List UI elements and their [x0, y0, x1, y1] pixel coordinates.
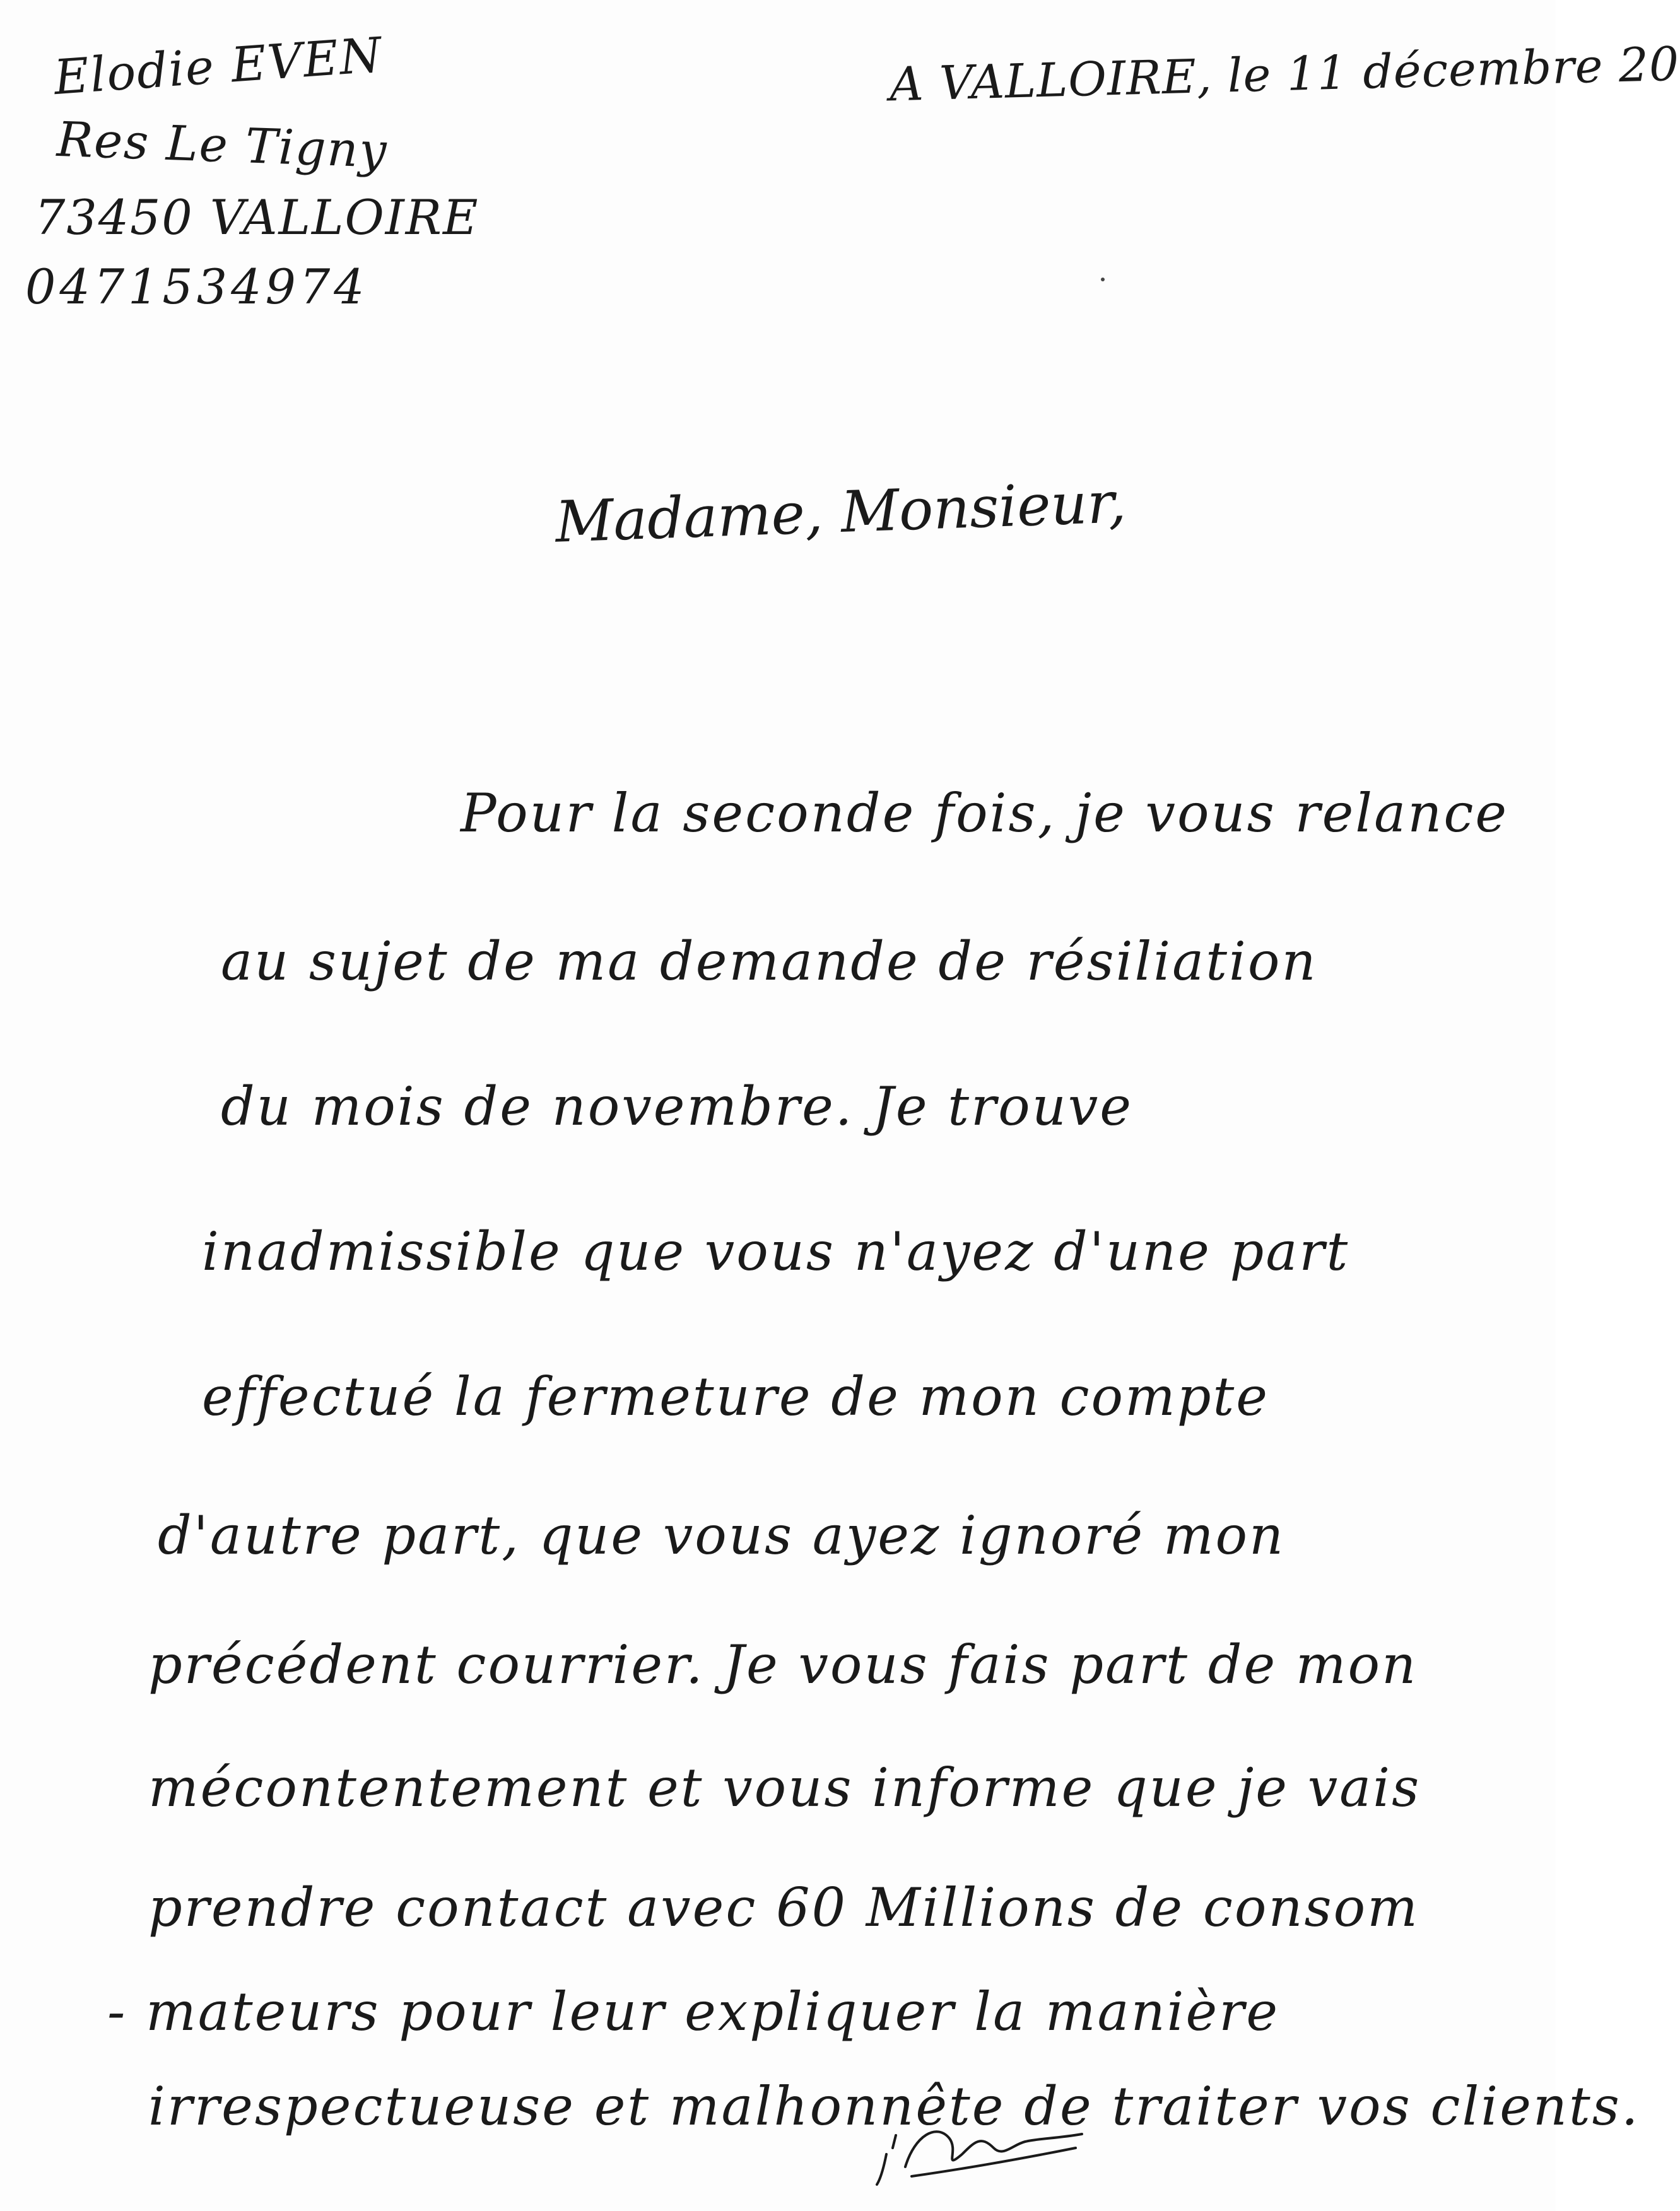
body-line: précédent courrier. Je vous fais part de mon [148, 1634, 1418, 1696]
sender-name: Elodie EVEN [52, 26, 385, 106]
sender-residence: Res Le Tigny [56, 110, 389, 179]
body-line: au sujet de ma demande de résiliation [221, 930, 1318, 992]
body-line: - mateurs pour leur expliquer la manière [107, 1981, 1280, 2043]
body-line: effectué la fermeture de mon compte [202, 1366, 1270, 1428]
body-line: irrespectueuse et malhonnête de traiter vos clients. [148, 2075, 1640, 2137]
salutation: Madame, Monsieur, [554, 469, 1127, 556]
body-line: inadmissible que vous n'ayez d'une part [202, 1221, 1350, 1282]
body-line: prendre contact avec 60 Millions de consom [148, 1877, 1419, 1938]
ink-speck [1101, 278, 1105, 281]
body-line: du mois de novembre. Je trouve [221, 1076, 1134, 1137]
sender-phone: 0471534974 [25, 259, 368, 315]
signature [867, 2110, 1095, 2192]
sender-postal-city: 73450 VALLOIRE [35, 189, 479, 245]
body-line: Pour la seconde fois, je vous relance [461, 782, 1509, 844]
body-line: mécontentement et vous informe que je vais [148, 1757, 1421, 1819]
place-date: A VALLOIRE, le 11 décembre 20 [889, 37, 1680, 112]
body-line: d'autre part, que vous ayez ignoré mon [158, 1504, 1286, 1566]
